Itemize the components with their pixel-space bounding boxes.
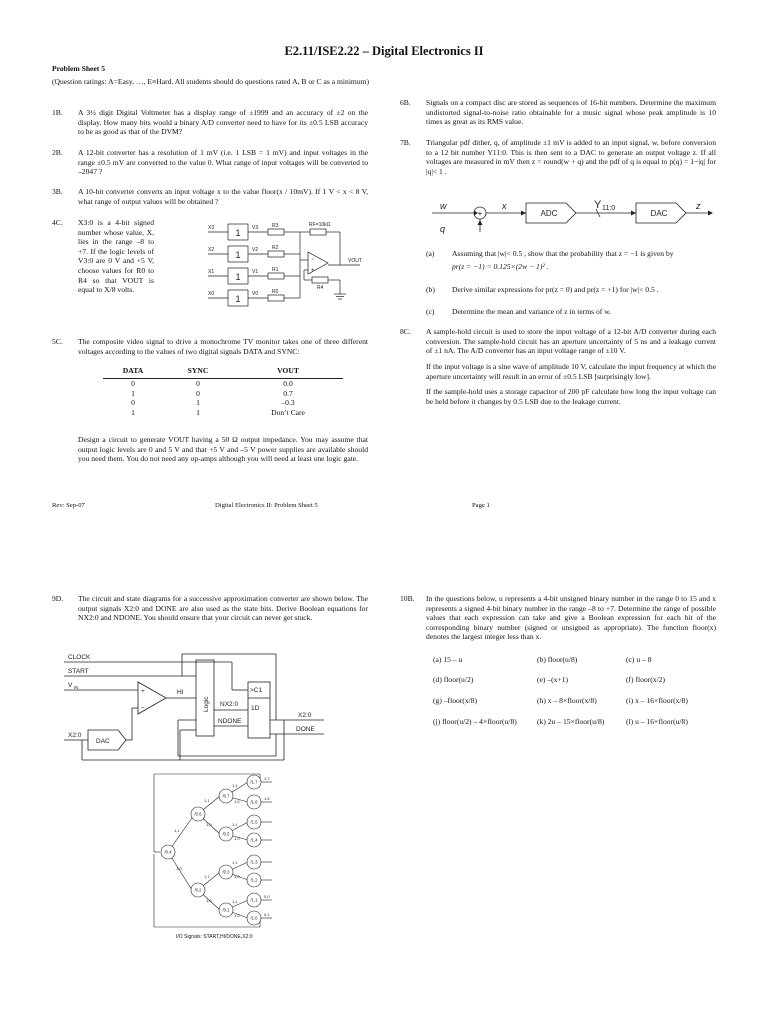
table-cell: 0	[131, 379, 135, 388]
state-edge-label: 1,6	[264, 796, 270, 801]
q10-item-j: (j) floor(u/2) – 4×floor(u/8)	[433, 717, 517, 726]
q4-r1-label: R1	[272, 267, 279, 273]
q9-vin-subscript: IN	[74, 685, 79, 690]
q9-d1-label: 1D	[251, 705, 260, 712]
q9-done-label: DONE	[296, 726, 315, 733]
q4-v0-label: V0	[252, 291, 259, 297]
state-node: /1.0	[250, 915, 258, 921]
q9-state-diagram	[148, 772, 278, 930]
footer-page: Page 1	[472, 502, 490, 509]
q4-x1-label: X1	[208, 269, 215, 275]
q4-v1-label: V1	[252, 269, 259, 275]
q9-state-caption: I/O Signals: START,HI/DONE,X2:0	[176, 934, 253, 940]
state-node: /1.1	[250, 897, 258, 903]
q7-block-diagram	[430, 196, 716, 238]
q4-vout-label: VOUT	[348, 258, 362, 264]
q7a-label: (a)	[426, 249, 435, 258]
state-node: /0.5	[222, 831, 230, 837]
q9-opamp-plus: +	[141, 688, 145, 695]
q10-item-e: (e) –(x+1)	[537, 675, 569, 684]
q10-item-b: (b) floor(u/8)	[537, 655, 578, 664]
table-cell: 1	[131, 388, 135, 398]
q6-text: Signals on a compact disc are stored as sequences of 16-bit numbers. Determine the maximum undistorted signal-to-noise ratio obtainable for a music signal whose peak amplitude is 10 times as great as its RMS value.	[426, 98, 716, 127]
table-cell: –0.3	[281, 398, 295, 408]
q10-number: 10B.	[400, 594, 415, 603]
q7b-label: (b)	[426, 285, 435, 294]
q9-clock-label: CLOCK	[68, 654, 91, 661]
q4-x3-label: X3	[208, 225, 215, 231]
state-node: /1.5	[250, 819, 258, 825]
q7-summer-plus: +	[477, 209, 483, 218]
q5-text: The composite video signal to drive a monochrome TV monitor takes one of three different voltages according to the values of two digital signals DATA and SYNC:	[78, 337, 368, 356]
q4-v3-label: V3	[252, 225, 259, 231]
q7-y-subscript: 11:0	[602, 205, 616, 212]
state-node: /1.4	[250, 837, 258, 843]
q9-text: The circuit and state diagrams for a successive approximation converter are shown below. The output signals X2:0 and DONE are also used as the state bits. Derive Boolean equations for NX2:0 and NDONE. You should ensure that your circuit can never get stuck.	[78, 594, 368, 623]
q9-dac-label: DAC	[96, 738, 110, 745]
table-cell: 0	[131, 398, 135, 408]
state-edge-label: 1,1	[174, 828, 180, 833]
table-cell: 0.0	[283, 379, 293, 388]
q4-buffer-label: 1	[235, 272, 241, 282]
q10-item-i: (i) x – 16×floor(x/8)	[626, 696, 688, 705]
q4-r0-label: R0	[272, 289, 279, 295]
q7-q-label: q	[440, 224, 446, 234]
state-node: /0.6	[194, 811, 202, 817]
q4-opamp-minus: −	[311, 257, 315, 263]
table-cell: 1	[196, 398, 200, 408]
q4-x0-label: X0	[208, 291, 215, 297]
q9-x20-label: X2:0	[68, 732, 82, 739]
q5-col-vout: VOUT	[277, 366, 299, 375]
page-title: E2.11/ISE2.22 – Digital Electronics II	[284, 44, 484, 58]
q7-adc-label: ADC	[540, 209, 558, 218]
table-row	[103, 389, 343, 399]
q7-w-label: w	[440, 201, 447, 211]
q9-x20-out-label: X2:0	[298, 712, 312, 719]
state-node: /1.2	[250, 877, 258, 883]
q4-x2-label: X2	[208, 247, 215, 253]
q8-text-para2: If the input voltage is a sine wave of amplitude 10 V, calculate the input frequency at which the aperture uncertainty will result in an error of ±0.5 LSB [surprisingly low].	[426, 362, 716, 381]
q9-logic-label: Logic	[203, 696, 210, 712]
q9-sar-circuit	[62, 650, 362, 762]
q4-buffer-label: 1	[235, 250, 241, 260]
q7-number: 7B.	[400, 138, 411, 147]
q4-r3-label: R3	[272, 223, 279, 229]
q2-number: 2B.	[52, 148, 63, 157]
q4-number: 4C.	[52, 218, 63, 227]
q1-number: 1B.	[52, 108, 63, 117]
state-edge-label: 1,0	[234, 913, 240, 918]
q7b-text: Derive similar expressions for pr(z = 0) and pr(z = +1) for |w|< 0.5 .	[452, 285, 659, 294]
footer-course: Digital Electronics II: Problem Sheet 5	[215, 502, 318, 509]
footer-revision: Rev: Sep-07	[52, 502, 85, 509]
state-edge-label: 1,7	[264, 776, 270, 781]
ratings-note: (Question ratings: A=Easy, …, E≡Hard. All students should do questions rated A, B or C as a minimum)	[52, 77, 370, 86]
q4-text: X3:0 is a 4-bit signed number whose value, X, lies in the range –8 to +7. If the logic levels of V3:0 are 0 V and +5 V, choose values for R0 to R4 so that VOUT is equal to X/8 volts.	[78, 218, 154, 295]
q4-rf-label: RF=10kΩ	[309, 222, 331, 228]
q4-r2-label: R2	[272, 245, 279, 251]
q9-c1-label: >C1	[250, 687, 263, 694]
state-node: /0.3	[222, 869, 230, 875]
state-node: /0.2	[194, 887, 202, 893]
q7a-formula: pr(z = −1) = 0.125×(2w − 1)² .	[452, 262, 549, 271]
state-edge-label: 1,1	[204, 874, 210, 879]
q10-item-c: (c) u – 8	[626, 655, 652, 664]
q5-number: 5C.	[52, 337, 63, 346]
q1-text: A 3½ digit Digital Voltmeter has a display range of ±1999 and an accuracy of ±2 on the display. How many bits would a binary A/D converter need to have for its ±0.5 LSB accuracy to be as good as that of the DVM?	[78, 108, 368, 137]
q4-buffer-label: 1	[235, 294, 241, 304]
state-edge-label: 1,0	[234, 874, 240, 879]
q7-z-label: z	[696, 201, 701, 211]
q7-text: Triangular pdf dither, q, of amplitude ±1 mV is added to an input signal, w, before conversion to a 12 bit number Y11:0. This is then sent to a DAC to generate an output voltage z. If all voltages are measured in mV then z = round(w + q) and the pdf of q is equal to p(q) = 1−|q| for |q|< 1 .	[426, 138, 716, 176]
q10-item-d: (d) floor(u/2)	[433, 675, 474, 684]
q4-r4-label: R4	[317, 285, 324, 291]
state-edge-label: 1,0	[206, 822, 212, 827]
table-cell: 1	[196, 407, 200, 417]
table-cell: 1	[131, 407, 135, 417]
q7-y-label: Y	[594, 199, 602, 211]
table-cell: 0	[196, 388, 200, 398]
q3-number: 3B.	[52, 187, 63, 196]
q10-item-f: (f) floor(x/2)	[626, 675, 666, 684]
q5-col-data: DATA	[122, 366, 144, 375]
state-edge-label: 1,1	[232, 822, 238, 827]
state-node: /1.3	[250, 859, 258, 865]
q9-vin-label: V	[68, 682, 73, 689]
q9-opamp-minus: −	[141, 705, 145, 712]
q10-text: In the questions below, u represents a 4-bit unsigned binary number in the range 0 to 15 and x represents a signed 4-bit binary number in the range –8 to +7. Determine the range of possible values that each expression can take and give a Boolean expression for each bit of the corresponding binary number (signed or unsigned as appropriate). The function floor(x) denotes the largest integer less than x.	[426, 594, 716, 642]
q7-x-label: x	[502, 201, 507, 211]
table-cell: 0	[196, 379, 200, 388]
q4-opamp-plus: +	[311, 268, 315, 274]
state-edge-label: 1,1	[232, 783, 238, 788]
q8-text: A sample-hold circuit is used to store the input voltage of a 12-bit A/D converter during each conversion. The sample-hold circuit has an aperture uncertainty of 5 ns and a leakage current of ±1 nA. The A/D converter has an input voltage range of ±10 V.	[426, 327, 716, 356]
q10-item-k: (k) 2u – 15×floor(u/8)	[537, 717, 605, 726]
table-cell: 0.7	[283, 388, 293, 398]
state-edge-label: 1,1	[232, 860, 238, 865]
state-edge-label: 1,1	[204, 798, 210, 803]
state-node: /1.7	[250, 779, 258, 785]
state-edge-label: 1,0	[234, 836, 240, 841]
state-node: /0.4	[164, 849, 172, 855]
state-edge-label: 1,1	[232, 899, 238, 904]
q6-number: 6B.	[400, 98, 411, 107]
q9-number: 9D.	[52, 594, 64, 603]
state-node: /0.7	[222, 793, 230, 799]
q10-item-g: (g) –floor(x/8)	[433, 696, 478, 705]
state-edge-label: 1,0	[206, 898, 212, 903]
q7c-label: (c)	[426, 307, 435, 316]
q9-nx20-label: NX2:0	[220, 701, 239, 708]
state-edge-label: 0,1	[264, 912, 270, 917]
state-node: /1.6	[250, 799, 258, 805]
q7a-text: Assuming that |w|< 0.5 , show that the probability that z = −1 is given by	[452, 249, 674, 258]
table-row	[103, 379, 343, 389]
state-edge-label: 1,0	[176, 866, 182, 871]
q10-item-h: (h) x – 8×floor(x/8)	[537, 696, 597, 705]
state-edge-label: 1,0	[234, 799, 240, 804]
table-cell: Don’t Care	[271, 407, 305, 417]
q4-dac-circuit	[200, 218, 370, 308]
table-row	[103, 398, 343, 408]
q2-text: A 12-bit converter has a resolution of 1 mV (i.e. 1 LSB = 1 mV) and input voltages in the range ±0.5 mV are converted to the value 0. What range of input voltages will be converted to –2047 ?	[78, 148, 368, 177]
q7c-text: Determine the mean and variance of z in terms of w.	[452, 307, 612, 316]
q8-number: 8C.	[400, 327, 411, 336]
q7-dac-label: DAC	[650, 209, 668, 218]
state-node: /0.1	[222, 907, 230, 913]
state-edge-label: 0,0	[264, 894, 270, 899]
q4-buffer-label: 1	[235, 228, 241, 238]
q9-start-label: START	[68, 668, 89, 675]
sheet-heading: Problem Sheet 5	[52, 64, 106, 73]
q10-item-a: (a) 15 – u	[433, 655, 463, 664]
q9-hi-label: HI	[177, 689, 184, 696]
q10-item-l: (l) u – 16×floor(u/8)	[626, 717, 688, 726]
q5-truth-table	[103, 366, 343, 417]
q3-text: A 10-bit converter converts an input voltage x to the value floor(x / 10mV). If 1 V < x < 8 V, what range of output values will be obtained ?	[78, 187, 368, 206]
q8-text-para3: If the sample-hold uses a storage capacitor of 200 pF calculate how long the input voltage can be held before it changes by 0.5 LSB due to the leakage current.	[426, 387, 716, 406]
q9-ndone-label: NDONE	[218, 718, 242, 725]
q5-col-sync: SYNC	[187, 366, 209, 375]
table-row	[103, 408, 343, 418]
q4-v2-label: V2	[252, 247, 259, 253]
q5-text-continued: Design a circuit to generate VOUT having a 50 Ω output impedance. You may assume that output logic levels are 0 and 5 V and that +5 V and –5 V power supplies are available should you need them. You do not need any op-amps although you will need at least one logic gate.	[78, 435, 368, 464]
